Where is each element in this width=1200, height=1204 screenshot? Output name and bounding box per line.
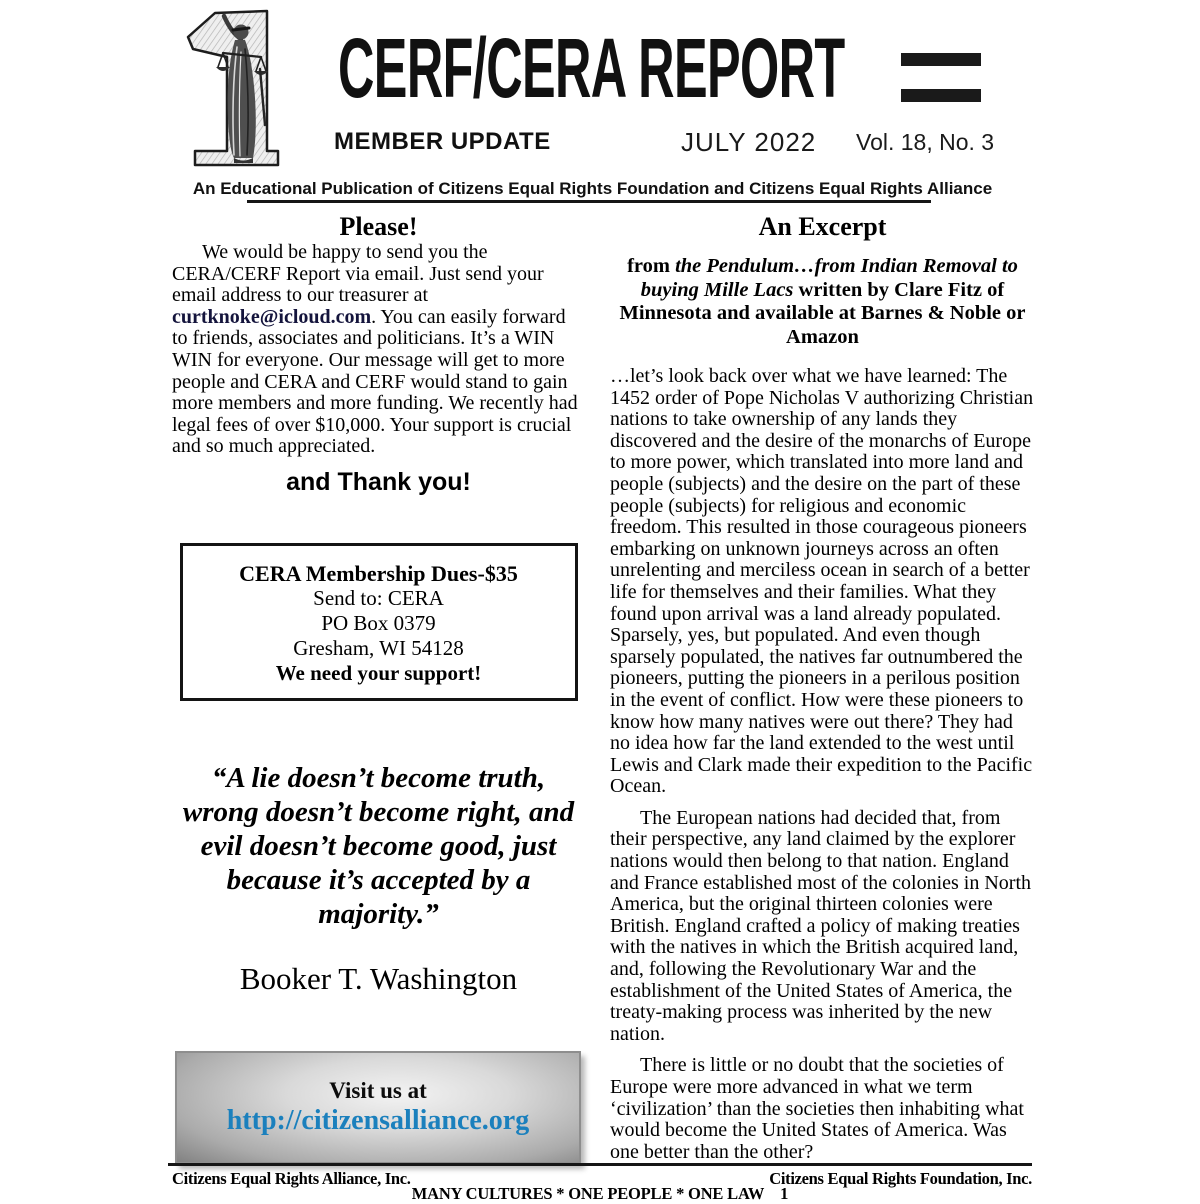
membership-dues-box	[180, 543, 578, 701]
page-number: 1	[780, 1184, 789, 1203]
member-update-label: MEMBER UPDATE	[334, 128, 551, 155]
excerpt-paragraph-2: The European nations had decided that, from their perspective, any land claimed by the explorer nations would then belong to that nation. England and France established most of the colonies in North America, but the original thirteen colonies were British. England crafted a policy of making treaties with the natives in which the British acquired land, and, following the Revolutionary War and the establishment of the United States of America, the treaty-making process was inherited by the new nation.	[610, 806, 1032, 1045]
excerpt-body	[610, 366, 1035, 1163]
source-text-before-title: from	[627, 255, 676, 277]
quote-text: “A lie doesn’t become truth, wrong doesn’t become right, and evil doesn’t become good, just because it’s accepted by a majority.”	[182, 761, 575, 930]
excerpt-heading: An Excerpt	[758, 212, 887, 241]
thank-you-text: and Thank you!	[286, 467, 471, 496]
paragraph-text-before-email: We would be happy to send you the CERA/CERF Report via email. Just send your email address to our treasurer at	[172, 241, 544, 307]
issue-date: JULY 2022	[681, 127, 817, 157]
dues-send-to: Send to: CERA	[313, 585, 444, 610]
left-column	[172, 212, 585, 1164]
excerpt-source-line	[610, 255, 1035, 349]
email-invitation-paragraph	[172, 242, 585, 458]
please-heading: Please!	[339, 212, 418, 241]
source-text-after-title: written by Clare Fitz of Minnesota and available at Barnes & Noble or Amazon	[619, 278, 1026, 348]
dues-city: Gresham, WI 54128	[293, 635, 464, 660]
website-link[interactable]: http://citizensalliance.org	[226, 1105, 530, 1137]
lady-justice-logo	[181, 5, 290, 171]
dues-support-line: We need your support!	[275, 660, 482, 685]
masthead-title: CERF/CERA REPORT	[338, 21, 845, 115]
book-title: the Pendulum…from Indian Removal to buying Mille Lacs	[640, 255, 1018, 301]
visit-us-box	[175, 1051, 581, 1164]
footer-motto-line	[170, 1184, 1030, 1204]
visit-us-label: Visit us at	[329, 1078, 427, 1104]
header-divider	[247, 200, 931, 203]
paragraph-text-after-email: . You can easily forward to friends, associates and politicians. It’s a WIN WIN for everyone. Our message will get to more people and CERA and CERF would stand to gain more members and more funding. We recently had legal fees of over $10,000. Your support is crucial and so much appreciated.	[172, 305, 578, 458]
dues-title: CERA Membership Dues-$35	[239, 560, 518, 586]
dues-po-box: PO Box 0379	[321, 610, 436, 635]
footer-foundation-org: Citizens Equal Rights Foundation, Inc.	[769, 1169, 1032, 1188]
publication-tagline: An Educational Publication of Citizens Equal Rights Foundation and Citizens Equal Rights Alliance	[192, 179, 993, 198]
footer-motto: MANY CULTURES * ONE PEOPLE * ONE LAW	[411, 1184, 765, 1203]
equals-icon	[901, 53, 981, 102]
excerpt-paragraph-3: There is little or no doubt that the societies of Europe were more advanced in what we term ‘civilization’ than the societies then inhabiting what would become the United States of America. Was one better than the other?	[610, 1054, 1024, 1163]
right-column	[610, 212, 1035, 1173]
volume-number: Vol. 18, No. 3	[856, 129, 995, 155]
quote-attribution: Booker T. Washington	[239, 960, 518, 996]
excerpt-paragraph-1: …let’s look back over what we have learned: The 1452 order of Pope Nicholas V authorizing Christian nations to take ownership of any lands they discovered and the desire of the monarchs of Europe to more power, which translated into more land and people (subjects) and the desire on the part of these people (subjects) for religious and economic freedom. This resulted in those courageous pioneers embarking on unknown journeys across an often unrelenting and merciless ocean in search of a better life for themselves and their families. What they found upon arrival was a land already populated. Sparsely, yes, but populated. And even though sparsely populated, the natives far outnumbered the pioneers, putting the pioneers in a perilous position in the event of conflict. How were these pioneers to know how many natives were out there? They had no idea how far the land extended to the west until Lewis and Clark made their expedition to the Pacific Ocean.	[610, 365, 1034, 798]
footer-divider	[168, 1163, 1032, 1166]
footer-alliance-org: Citizens Equal Rights Alliance, Inc.	[172, 1169, 411, 1188]
treasurer-email: curtknoke@icloud.com	[172, 305, 372, 328]
